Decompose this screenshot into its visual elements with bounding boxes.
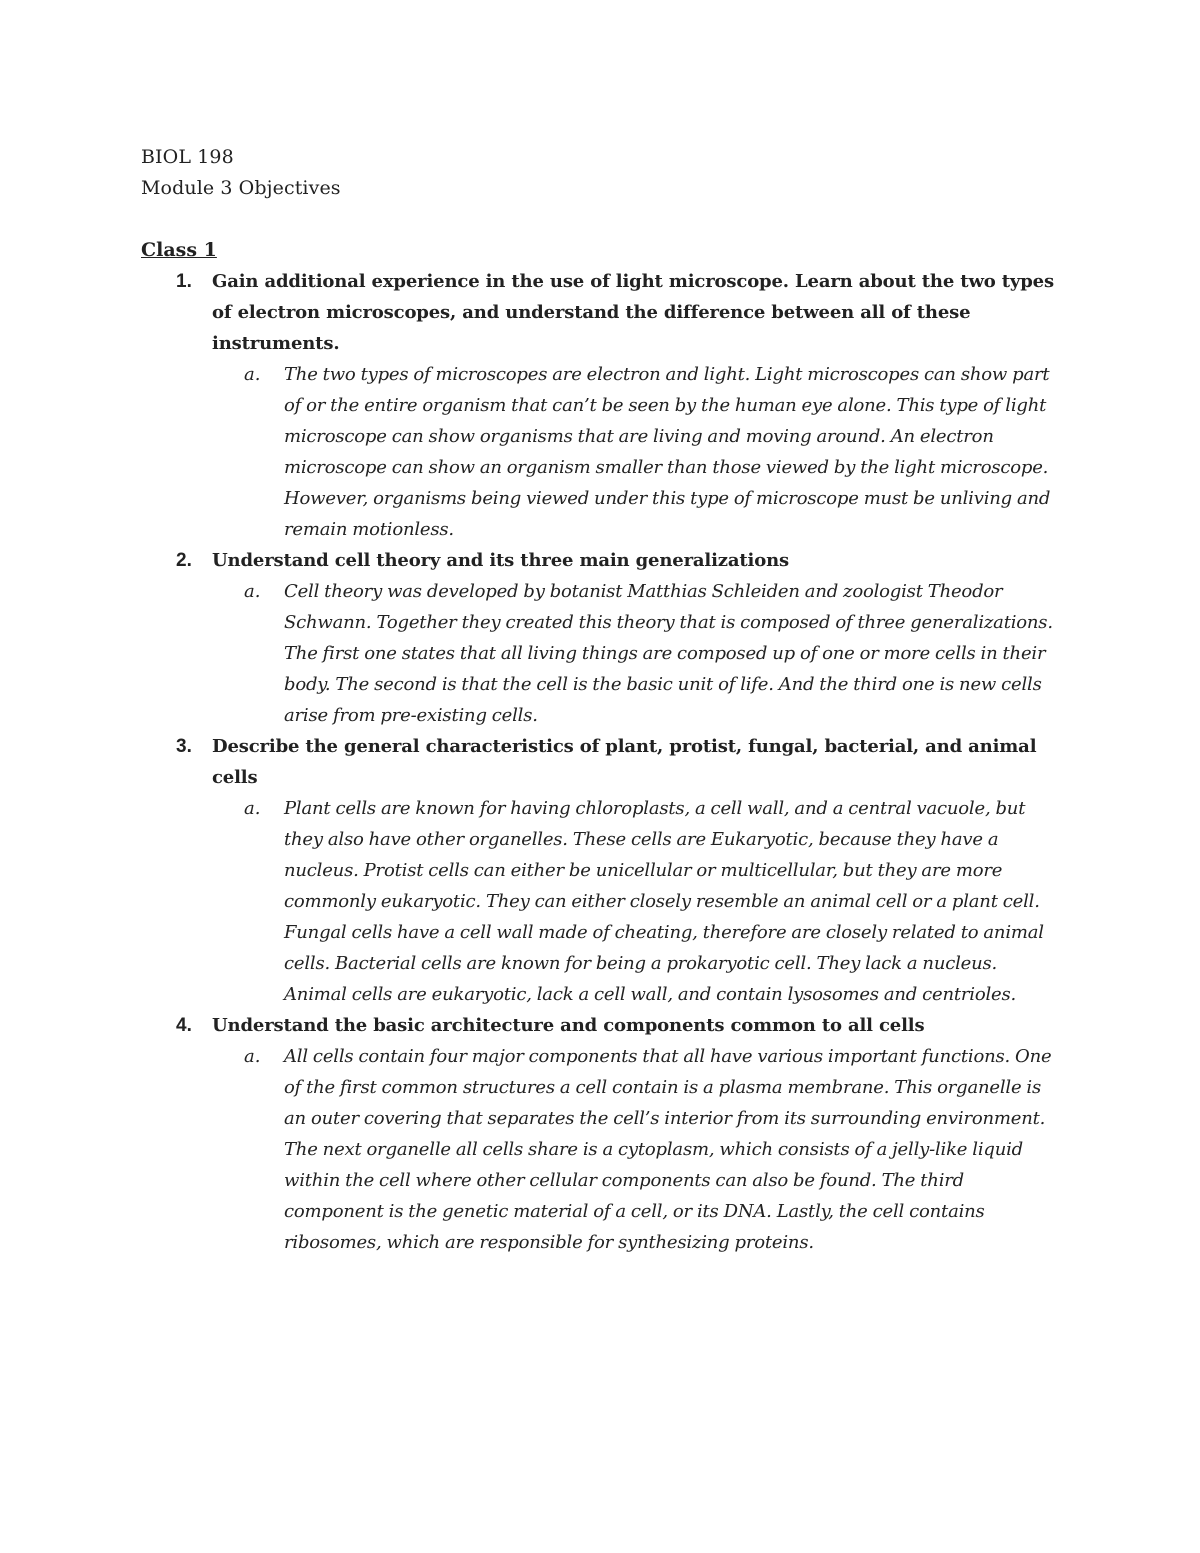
answer-letter: a. <box>244 798 261 819</box>
objective-answer <box>212 359 1061 545</box>
objective-answer <box>212 793 1061 1010</box>
course-code: BIOL 198 <box>141 146 234 168</box>
answer-text: All cells contain four major components that all have various important functions. One of the first common structures a cell contain is a plasma membrane. This organelle is an outer covering that separates the cell’s interior from its surrounding environment. The next organelle all cells share is a cytoplasm, which consists of a jelly-like liquid within the cell where other cellular components can also be found. The third component is the genetic material of a cell, or its DNA. Lastly, the cell contains ribosomes, which are responsible for synthesizing proteins. <box>284 1046 1052 1253</box>
module-title: Module 3 Objectives <box>141 177 341 199</box>
answer-letter: a. <box>244 364 261 385</box>
objective-number: 3. <box>176 736 192 757</box>
objective-answer <box>212 576 1061 731</box>
objective-title: Understand the basic architecture and components common to all cells <box>212 1015 925 1036</box>
answer-letter: a. <box>244 581 261 602</box>
objective-number: 1. <box>176 271 192 292</box>
objective-answer <box>212 1041 1061 1258</box>
objective-item <box>141 545 1061 731</box>
answer-text: Plant cells are known for having chloroplasts, a cell wall, and a central vacuole, but they also have other organelles. These cells are Eukaryotic, because they have a nucleus. Protist cells can either be unicellular or multicellular, but they are more commonly eukaryotic. They can either closely resemble an animal cell or a plant cell. Fungal cells have a cell wall made of cheating, therefore are closely related to animal cells. Bacterial cells are known for being a prokaryotic cell. They lack a nucleus. Animal cells are eukaryotic, lack a cell wall, and contain lysosomes and centrioles. <box>284 798 1044 1005</box>
objective-title: Understand cell theory and its three main generalizations <box>212 550 790 571</box>
document-page <box>141 142 1061 1258</box>
objective-item <box>141 1010 1061 1258</box>
answer-text: Cell theory was developed by botanist Matthias Schleiden and zoologist Theodor Schwann. Together they created this theory that is composed of three generalizations. The first one states that all living things are composed up of one or more cells in their body. The second is that the cell is the basic unit of life. And the third one is new cells arise from pre-existing cells. <box>284 581 1053 726</box>
objective-number: 4. <box>176 1015 192 1036</box>
objective-title: Describe the general characteristics of plant, protist, fungal, bacterial, and animal cells <box>212 736 1037 788</box>
answer-text: The two types of microscopes are electron and light. Light microscopes can show part of or the entire organism that can’t be seen by the human eye alone. This type of light microscope can show organisms that are living and moving around. An electron microscope can show an organism smaller than those viewed by the light microscope. However, organisms being viewed under this type of microscope must be unliving and remain motionless. <box>284 364 1051 540</box>
objective-item <box>141 266 1061 545</box>
objective-number: 2. <box>176 550 192 571</box>
answer-letter: a. <box>244 1046 261 1067</box>
section-heading: Class 1 <box>141 239 217 261</box>
objectives-list <box>141 266 1061 1258</box>
objective-title: Gain additional experience in the use of light microscope. Learn about the two types of electron microscopes, and understand the difference between all of these instruments. <box>212 271 1054 354</box>
objective-item <box>141 731 1061 1010</box>
